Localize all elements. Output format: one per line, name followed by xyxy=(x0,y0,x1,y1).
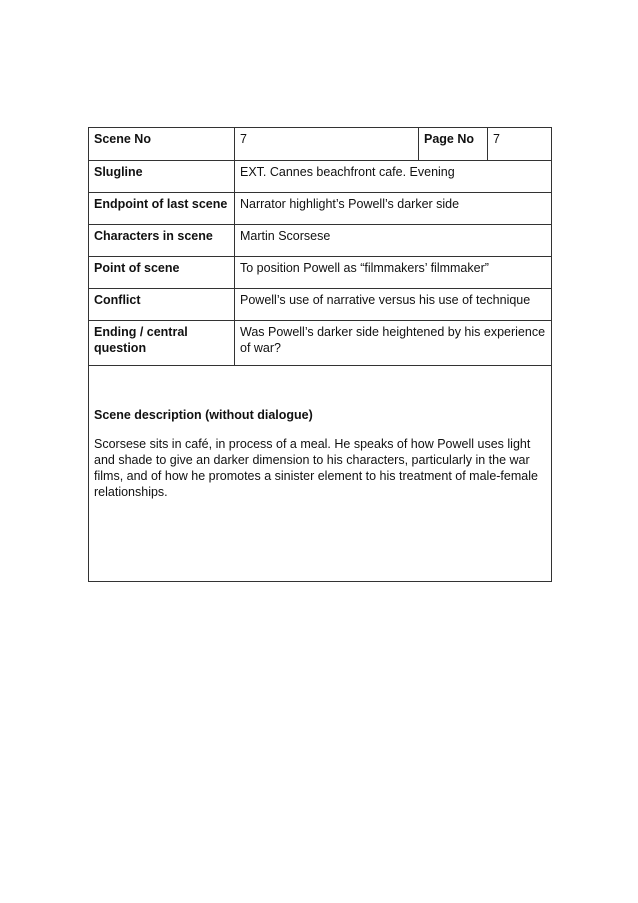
point-of-scene-row xyxy=(89,257,552,289)
characters-value: Martin Scorsese xyxy=(235,225,552,257)
ending-row xyxy=(89,321,552,366)
scene-description-cell xyxy=(89,366,552,582)
scene-table xyxy=(88,127,552,582)
ending-label: Ending / central question xyxy=(89,321,235,366)
endpoint-row xyxy=(89,193,552,225)
description-row xyxy=(89,366,552,582)
scene-sheet xyxy=(88,127,551,582)
endpoint-label: Endpoint of last scene xyxy=(89,193,235,225)
scene-no-value: 7 xyxy=(235,128,419,161)
point-of-scene-value: To position Powell as “filmmakers’ filmmaker” xyxy=(235,257,552,289)
page-no-value: 7 xyxy=(488,128,552,161)
slugline-label: Slugline xyxy=(89,161,235,193)
scene-description-body: Scorsese sits in café, in process of a meal. He speaks of how Powell uses light and shade to give an darker dimension to his characters, particularly in the war films, and of how he promotes a sinister element to his treatment of male-female relationships. xyxy=(94,437,538,499)
page-no-label: Page No xyxy=(419,128,488,161)
scene-no-label: Scene No xyxy=(89,128,235,161)
scene-description-heading: Scene description (without dialogue) xyxy=(94,408,313,422)
conflict-value: Powell’s use of narrative versus his use of technique xyxy=(235,289,552,321)
ending-value: Was Powell’s darker side heightened by his experience of war? xyxy=(235,321,552,366)
conflict-row xyxy=(89,289,552,321)
characters-row xyxy=(89,225,552,257)
point-of-scene-label: Point of scene xyxy=(89,257,235,289)
conflict-label: Conflict xyxy=(89,289,235,321)
slugline-value: EXT. Cannes beachfront cafe. Evening xyxy=(235,161,552,193)
endpoint-value: Narrator highlight’s Powell’s darker side xyxy=(235,193,552,225)
scene-no-row xyxy=(89,128,552,161)
characters-label: Characters in scene xyxy=(89,225,235,257)
slugline-row xyxy=(89,161,552,193)
